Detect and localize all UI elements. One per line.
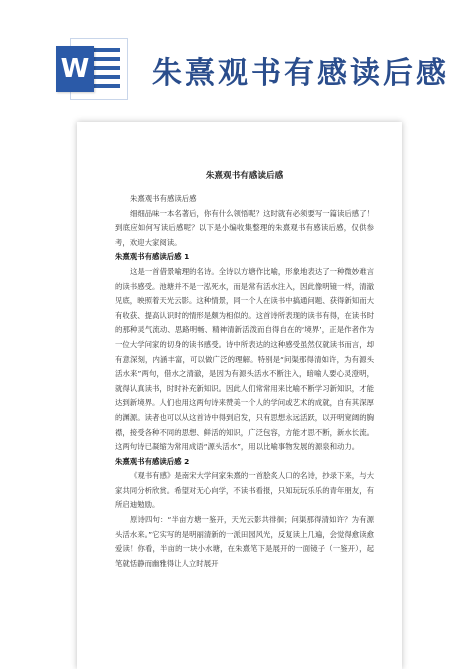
banner-title: 朱熹观书有感读后感 [152,56,449,91]
intro-heading: 朱熹观书有感读后感 [130,194,197,203]
word-document-icon [56,38,128,100]
top-banner [0,0,474,118]
intro-paragraph: 细细品味一本名著后，你有什么领悟呢？这时就有必须要写一篇读后感了！到底应如何写读后感呢？以下是小编收集整理的朱熹观书有感读后感，仅供参考，欢迎大家阅读。 [115,208,374,247]
section-heading: 朱熹观书有感读后感 1 [115,252,190,262]
section-paragraph: 原诗四句：“半亩方塘一鉴开，天光云影共徘徊；问渠那得清如许？为有源头活水来。”它实写的是明丽清新的一派田园风光，反复读上几遍，会觉得愈读愈爱读！你看，半亩的一块小水塘，在朱熹笔下是展开的一面镜子（一鉴开），起笔就恬静而幽雅得让人立时展开 [115,515,374,568]
document-page [77,122,402,669]
section-heading: 朱熹观书有感读后感 2 [115,456,190,466]
section-paragraph: 《观书有感》是南宋大学问家朱熹的一首脍炙人口的名诗，抄录下来，与大家共同分析欣赏。希望对无心向学，不读书看报，只知玩玩乐乐的青年朋友，有所启迪勉励。 [115,471,374,510]
section-paragraph: 这是一首借景喻理的名诗。全诗以方塘作比喻，形象地表达了一种微妙难言的读书感受。池塘并不是一泓死水，而是常有活水注入，因此像明镜一样，清澈见底，映照着天光云影。这种情景，同一个人在读书中搞通问题、获得新知而大有收获、提高认识时的情形是颇为相似的。这首诗所表现的读书有得，在读书时的那种灵气流动、思路明畅、精神清新活泼而自得自在的‘境界’，正是作者作为一位大学问家的切身的读书感受。诗中所表达的这种感受虽然仅就读书而言，却有意深刻，内涵丰富，可以做广泛的理解。特别是“问渠那得清如许，为有源头活水来”两句，借水之清澈，是因为有源头活水不断注入，暗喻人要心灵澄明，就得认真读书，时时补充新知识。因此人们常常用来比喻不断学习新知识，才能达到新境界。人们也用这两句诗来赞美一个人的学问或艺术的成就，自有其深厚的渊源。读者也可以从这首诗中得到启发，只有思想永远活跃，以开明宽阔的胸襟，接受各种不同的思想、鲜活的知识，广泛包容，方能才思不断，新水长流。这两句诗已凝缩为常用成语“源头活水”，用以比喻事物发展的源泉和动力。 [115,266,374,452]
word-icon-letter: W [56,46,94,92]
document-title: 朱熹观书有感读后感 [205,171,284,181]
